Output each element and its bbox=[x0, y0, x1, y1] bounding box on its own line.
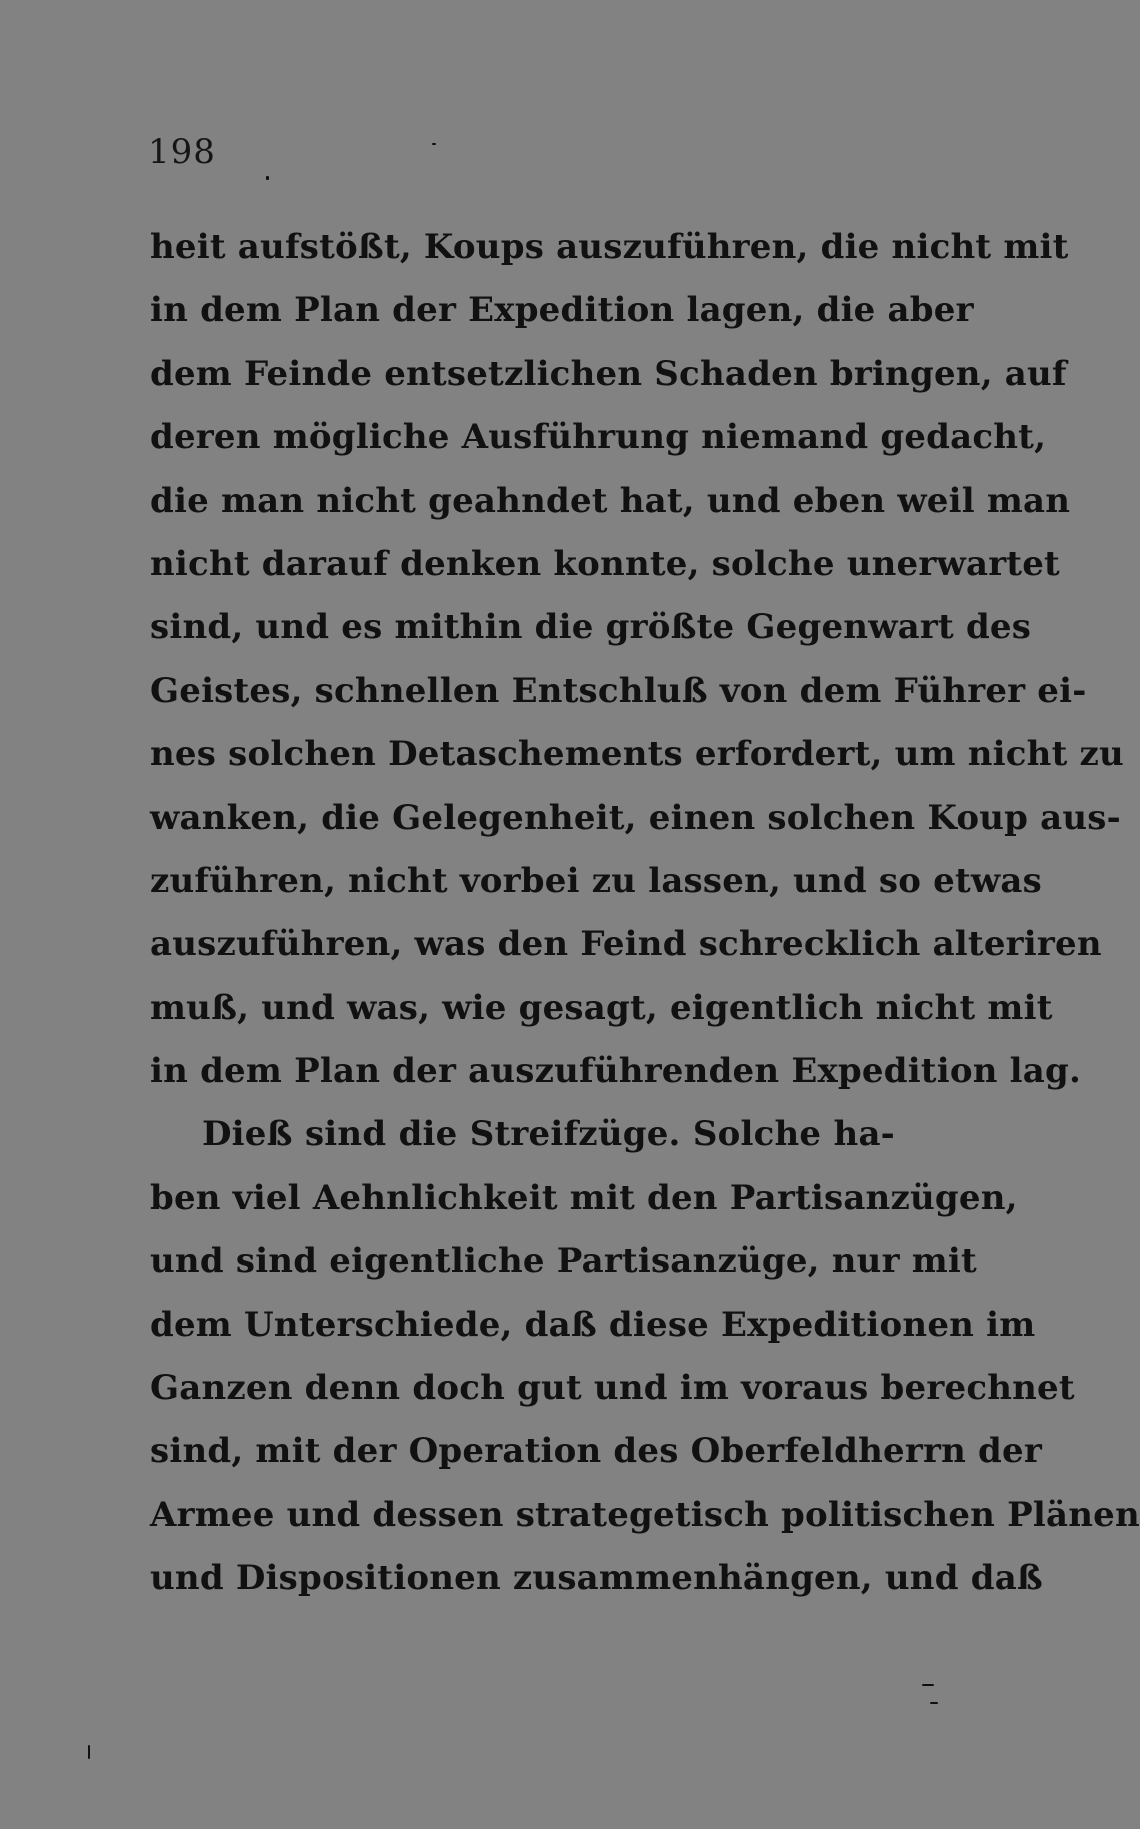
print-speck bbox=[88, 1745, 90, 1759]
text-line: und Dispositionen zusammenhängen, und daß bbox=[150, 1558, 1043, 1599]
text-line: sind, und es mithin die größte Gegenwart des bbox=[150, 607, 1032, 648]
text-line: in dem Plan der Expedition lagen, die aber bbox=[150, 290, 974, 331]
text-line: die man nicht geahndet hat, und eben weil man bbox=[150, 480, 1071, 521]
text-line: wanken, die Gelegenheit, einen solchen Koup aus- bbox=[150, 797, 1121, 838]
text-line: ben viel Aehnlichkeit mit den Partisanzügen, bbox=[150, 1177, 1018, 1218]
text-line: nes solchen Detaschements erfordert, um nicht zu bbox=[150, 734, 1124, 775]
text-line: Ganzen denn doch gut und im voraus berechnet bbox=[150, 1368, 1075, 1409]
body-text bbox=[150, 216, 1140, 1611]
text-line: und sind eigentliche Partisanzüge, nur mit bbox=[150, 1241, 977, 1282]
print-speck bbox=[266, 176, 269, 180]
text-line: nicht darauf denken konnte, solche unerwartet bbox=[150, 543, 1060, 584]
text-line: zuführen, nicht vorbei zu lassen, und so etwas bbox=[150, 860, 1042, 901]
page-number: 198 bbox=[148, 132, 216, 172]
text-line: in dem Plan der auszuführenden Expedition lag. bbox=[150, 1051, 1082, 1092]
print-speck bbox=[930, 1702, 938, 1704]
text-line: heit aufstößt, Koups auszuführen, die nicht mit bbox=[150, 227, 1069, 267]
text-line: Armee und dessen strategetisch politischen Plänen bbox=[150, 1494, 1140, 1535]
print-speck bbox=[432, 143, 436, 145]
text-line: auszuführen, was den Feind schrecklich alteriren bbox=[150, 924, 1102, 965]
text-line: deren mögliche Ausführung niemand gedacht, bbox=[150, 417, 1047, 458]
text-line: dem Feinde entsetzlichen Schaden bringen, auf bbox=[150, 353, 1067, 394]
text-line: Geistes, schnellen Entschluß von dem Führer ei- bbox=[150, 670, 1087, 711]
text-line: muß, und was, wie gesagt, eigentlich nicht mit bbox=[150, 987, 1053, 1028]
print-speck bbox=[922, 1684, 934, 1686]
text-line: sind, mit der Operation des Oberfeldherrn der bbox=[150, 1431, 1042, 1472]
text-line: dem Unterschiede, daß diese Expeditionen im bbox=[150, 1304, 1036, 1345]
text-line-paragraph-start: Dieß sind die Streifzüge. Solche ha- bbox=[202, 1114, 895, 1155]
